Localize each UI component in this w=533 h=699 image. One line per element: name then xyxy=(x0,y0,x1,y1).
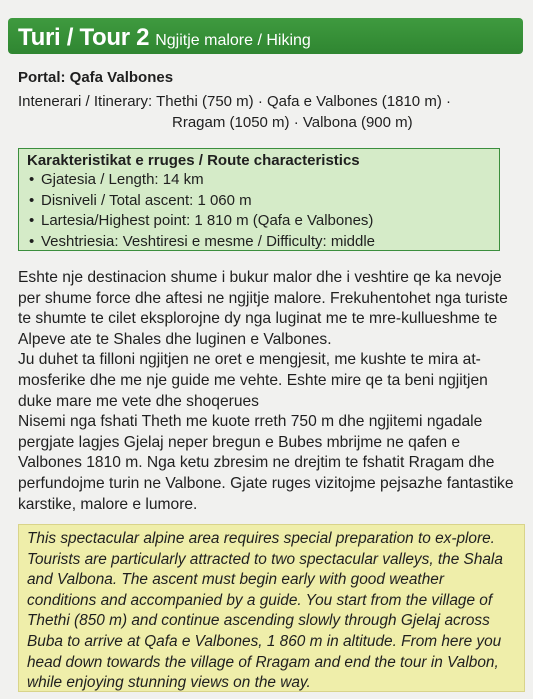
itinerary-line-2: Rragam (1050 m) · Valbona (900 m) xyxy=(172,114,413,131)
albanian-paragraph-3: Nisemi nga fshati Theth me kuote rreth 750 m dhe ngjitemi ngadale pergjate lagjes Gjelaj neper bregun e Bubes mbrijme ne qafen e Valbones 1810 m. Nga ketu zbresim ne drejtim te fshatit Rragam dhe perfundojme turin ne Valbone. Gjate ruges vizitojme pejsazhe fantastike karstike, malore e lumore. xyxy=(18,413,514,513)
albanian-description xyxy=(18,268,518,515)
portal-heading: Portal: Qafa Valbones xyxy=(18,69,174,86)
route-characteristics-box xyxy=(18,148,500,251)
english-description-box xyxy=(18,524,525,692)
albanian-paragraph-2: Ju duhet ta filloni ngjitjen ne oret e mengjesit, me kushte te mira at-mosferike dhe me nje guide me vehte. Eshte mire qe ta beni ngjitjen duke mare me vete dhe shoqerues xyxy=(18,351,488,410)
characteristic-ascent: • Disniveli / Total ascent: 1 060 m xyxy=(41,191,491,212)
tour-title: Turi / Tour 2 xyxy=(18,24,150,51)
characteristic-highest-point: • Lartesia/Highest point: 1 810 m (Qafa e Valbones) xyxy=(41,211,491,232)
itinerary-line-1: Intenerari / Itinerary: Thethi (750 m) · Qafa e Valbones (1810 m) · xyxy=(18,93,451,110)
characteristics-list xyxy=(27,170,491,252)
tour-subtitle: Ngjitje malore / Hiking xyxy=(155,32,311,49)
characteristic-difficulty: • Veshtriesia: Veshtiresi e mesme / Difficulty: middle xyxy=(41,232,491,253)
albanian-paragraph-1: Eshte nje destinacion shume i bukur malor dhe i veshtire qe ka nevoje per shume force dhe aftesi ne ngjitje malore. Frekuhentohet nga turiste te shumte te cilet eksplorojne dy nga luginat me te mre-kullueshme te Alpeve ate te Shales dhe luginen e Valbones. xyxy=(18,269,508,348)
characteristics-title: Karakteristikat e rruges / Route characteristics xyxy=(27,152,360,169)
itinerary xyxy=(18,91,451,133)
english-description: This spectacular alpine area requires special preparation to ex-plore. Tourists are particularly attracted to two spectacular valleys, the Shala and Valbona. The ascent must begin early with good weather conditions and accompanied by a guide. You start from the village of Thethi (850 m) and continue ascending slowly through Gjelaj across Buba to arrive at Qafa e Valbones, 1 860 m in altitude. From here you head down towards the village of Rragam and end the tour in Valbon, while enjoying stunning views on the way. xyxy=(27,530,503,692)
tour-header xyxy=(8,18,523,54)
characteristic-length: • Gjatesia / Length: 14 km xyxy=(41,170,491,191)
